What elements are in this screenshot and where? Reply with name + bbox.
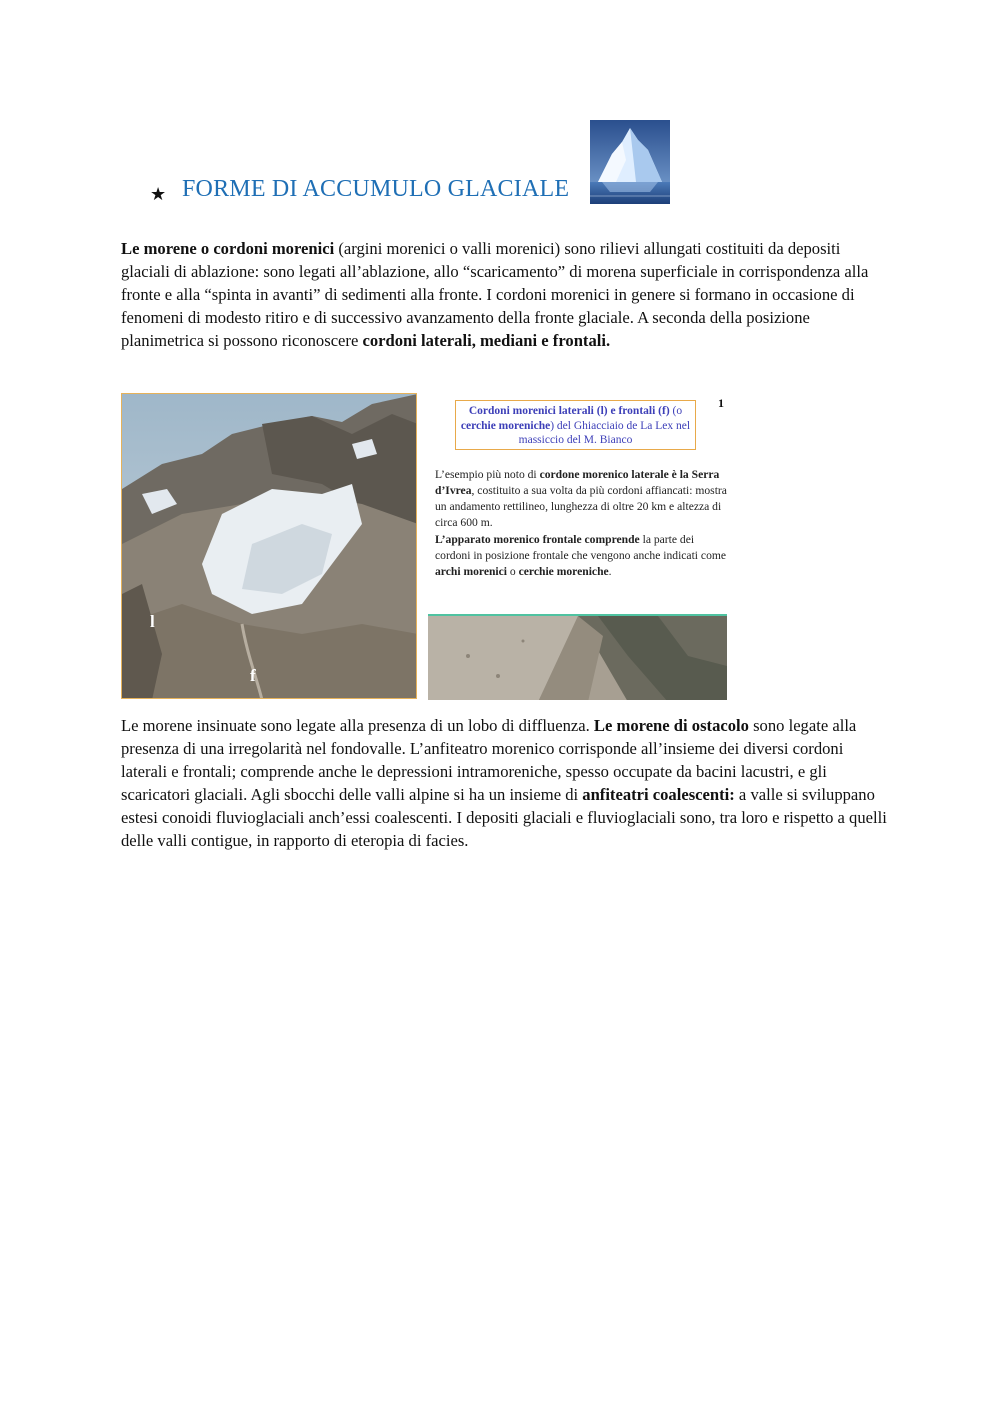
text-run: sono legate alla presenza di una irregolarità nel fondovalle. L’anfiteatro morenico corrisponde all’insieme dei diversi cordoni laterali e frontali; comprende anche le depressioni intramoreniche, spesso occupate da bacini lacustri, e gli scaricatori glaciali. Agli sbocchi delle valli alpine si ha un insieme di	[121, 716, 857, 804]
text-run: L’esempio più noto di	[435, 468, 540, 481]
caption-bold: Cordoni morenici laterali (l) e frontali (f)	[468, 405, 670, 417]
text-run: (argini morenici o valli morenici) sono rilievi allungati costituiti da depositi glaciali di ablazione: sono legati all’ablazione, allo “scaricamento” di morena superficiale in corrispondenza alla fronte e alla “spinta in avanti” di sedimenti alla fronte. I cordoni morenici in genere si formano in occasione di fenomeni di modesto ritiro e di successivo avanzamento della fronte glaciale. A seconda della posizione planimetrica si possono riconoscere	[121, 239, 869, 350]
detail-paragraph	[121, 714, 891, 852]
text-run: la parte dei cordoni in posizione frontale che vengono anche indicati come	[435, 533, 727, 562]
caption-text: (o	[669, 405, 683, 417]
iceberg-image	[590, 120, 670, 204]
text-run: , costituito a sua volta da più cordoni affiancati: mostra un andamento rettilineo, lunghezza di oltre 20 km e altezza di circa 600 m.	[435, 484, 727, 529]
bold-term: anfiteatri coalescenti:	[582, 785, 735, 804]
figure-note-lateral	[435, 467, 727, 531]
caption-text: ) del Ghiacciaio de La Lex nel massiccio del M. Bianco	[518, 419, 691, 446]
bold-term: Le morene di ostacolo	[593, 716, 749, 735]
bold-term: cerchie moreniche	[518, 565, 609, 578]
text-run: Le morene insinuate sono legate alla presenza di un lobo di diffluenza.	[121, 716, 594, 735]
bold-term: cordone morenico laterale è la Serra d’Ivrea	[435, 468, 720, 497]
caption-bold: cerchie moreniche	[460, 419, 551, 432]
section-header	[150, 120, 690, 206]
page-title: FORME DI ACCUMULO GLACIALE	[182, 176, 570, 202]
photo-label-l: l	[150, 612, 155, 631]
figure-note-frontal	[435, 532, 727, 580]
bold-term: L’apparato morenico frontale comprende	[435, 533, 640, 546]
photo-label-f: f	[250, 666, 256, 685]
glacier-photo	[121, 393, 417, 699]
bold-term: cordoni laterali, mediani e frontali.	[362, 331, 611, 350]
bold-term: archi morenici	[435, 565, 508, 578]
moraine-photo	[428, 614, 727, 700]
bold-term: Le morene o cordoni morenici	[121, 239, 335, 258]
intro-paragraph	[121, 237, 891, 352]
star-icon: ★	[150, 184, 167, 205]
figure-number: 1	[718, 396, 724, 410]
text-run: o	[507, 565, 519, 578]
text-run: .	[608, 565, 612, 578]
text-run: a valle si sviluppano estesi conoidi fluvioglaciali anch’essi coalescenti. I depositi glaciali e fluvioglaciali sono, tra loro e rispetto a quelli delle valli contigue, in rapporto di eteropia di facies.	[121, 785, 887, 850]
figure-caption	[455, 400, 696, 450]
